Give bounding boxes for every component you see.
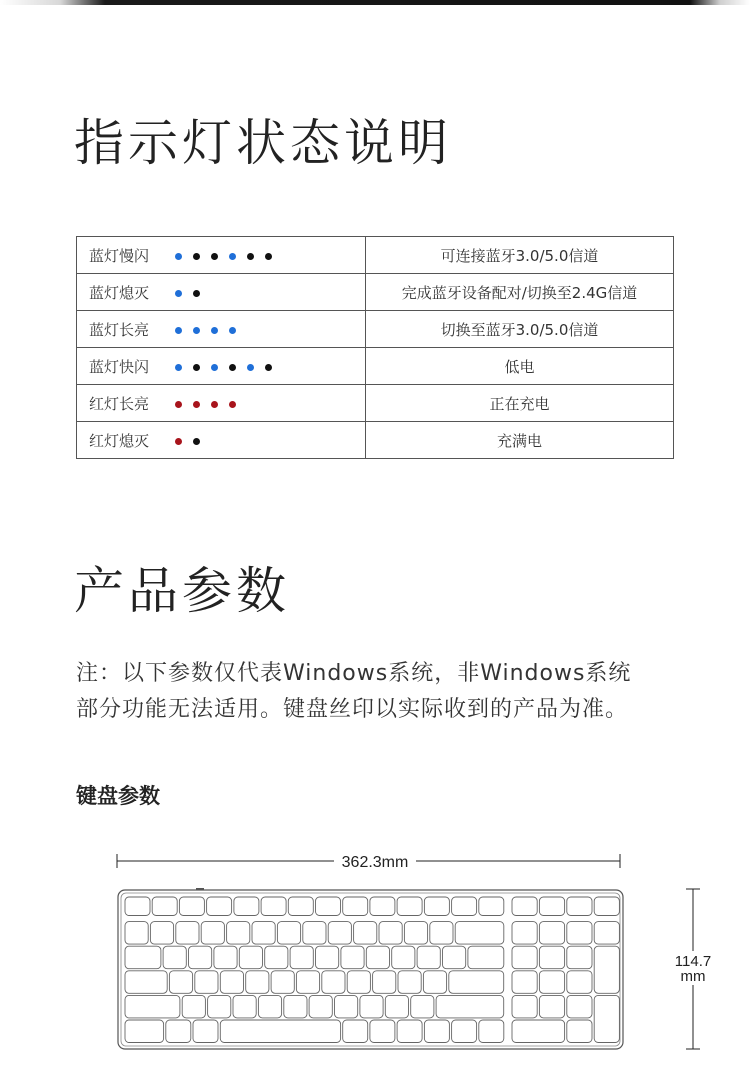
blue-led-dot-icon [175, 253, 182, 260]
keyboard-key [189, 946, 212, 969]
indicator-row [77, 422, 674, 459]
keyboard-key [567, 995, 592, 1018]
indicator-dot-pattern [175, 432, 211, 450]
keyboard-key [567, 971, 592, 994]
keyboard-key [479, 1020, 504, 1043]
blue-led-dot-icon [175, 290, 182, 297]
keyboard-key [567, 946, 592, 969]
black-led-dot-icon [247, 253, 254, 260]
height-dimension-value: 114.7 [674, 953, 712, 970]
keyboard-key [303, 922, 326, 945]
keyboard-key [125, 995, 180, 1018]
keyboard-key [277, 922, 300, 945]
indicator-state-label: 红灯熄灭 [89, 431, 150, 450]
keyboard-key [455, 922, 504, 945]
keyboard-key [220, 971, 243, 994]
keyboard-key [335, 995, 358, 1018]
keyboard-key [452, 1020, 477, 1043]
keyboard-key [411, 995, 434, 1018]
keyboard-key [512, 946, 537, 969]
blue-led-dot-icon [175, 327, 182, 334]
keyboard-key [539, 995, 564, 1018]
indicator-state-label: 蓝灯长亮 [89, 320, 150, 339]
keyboard-key [271, 971, 294, 994]
indicator-description: 完成蓝牙设备配对/切换至2.4G信道 [366, 274, 674, 311]
blue-led-dot-icon [211, 327, 218, 334]
keyboard-key [594, 922, 619, 945]
keyboard-key [539, 897, 564, 916]
indicator-description: 充满电 [366, 422, 674, 459]
keyboard-key [423, 971, 446, 994]
black-led-dot-icon [193, 364, 200, 371]
params-note-line-1: 注：以下参数仅代表Windows系统，非Windows系统 [76, 661, 632, 686]
keyboard-key [163, 946, 186, 969]
keyboard-key [512, 1020, 565, 1043]
indicator-row [77, 237, 674, 274]
indicator-description: 低电 [366, 348, 674, 385]
blue-led-dot-icon [247, 364, 254, 371]
indicator-state-label: 红灯长亮 [89, 394, 150, 413]
keyboard-key [539, 971, 564, 994]
red-led-dot-icon [175, 438, 182, 445]
keyboard-key [512, 971, 537, 994]
blue-led-dot-icon [229, 327, 236, 334]
red-led-dot-icon [211, 401, 218, 408]
params-section-title: 产品参数 [74, 562, 290, 620]
keyboard-key [296, 971, 319, 994]
blue-led-dot-icon [211, 364, 218, 371]
indicator-state-cell [77, 385, 366, 422]
keyboard-key [125, 971, 167, 994]
indicator-row [77, 311, 674, 348]
keyboard-key [594, 995, 619, 1042]
indicator-description: 正在充电 [366, 385, 674, 422]
keyboard-key [347, 971, 370, 994]
keyboard-key [343, 1020, 368, 1043]
keyboard-key [512, 995, 537, 1018]
keyboard-key [512, 897, 537, 916]
keyboard-key [373, 971, 396, 994]
params-note [76, 656, 716, 728]
keyboard-key [193, 1020, 218, 1043]
keyboard-key [379, 922, 402, 945]
keyboard-key [201, 922, 224, 945]
keyboard-key [397, 1020, 422, 1043]
keyboard-key [288, 897, 313, 916]
indicator-row [77, 348, 674, 385]
keyboard-key [567, 1020, 592, 1043]
keyboard-key [125, 922, 148, 945]
keyboard-key [316, 897, 341, 916]
keyboard-params-heading: 键盘参数 [76, 784, 160, 808]
blue-led-dot-icon [229, 253, 236, 260]
keyboard-key [392, 946, 415, 969]
keyboard-key [449, 971, 504, 994]
keyboard-key [227, 922, 250, 945]
keyboard-dimension-diagram [0, 840, 750, 1070]
keyboard-key [290, 946, 313, 969]
indicator-state-cell [77, 311, 366, 348]
keyboard-key [309, 995, 332, 1018]
keyboard-key [182, 995, 205, 1018]
keyboard-key [176, 922, 199, 945]
keyboard-key [594, 897, 619, 916]
keyboard-key [195, 971, 218, 994]
indicator-state-cell [77, 348, 366, 385]
keyboard-key [512, 922, 537, 945]
keyboard-key [370, 897, 395, 916]
indicator-state-cell [77, 237, 366, 274]
keyboard-key [385, 995, 408, 1018]
keyboard-key [424, 897, 449, 916]
indicator-section-title: 指示灯状态说明 [74, 114, 452, 172]
indicator-dot-pattern [175, 395, 247, 413]
indicator-dot-pattern [175, 284, 211, 302]
keyboard-key [468, 946, 504, 969]
keyboard-key [443, 946, 466, 969]
keyboard-key [479, 897, 504, 916]
indicator-description: 切换至蓝牙3.0/5.0信道 [366, 311, 674, 348]
keyboard-key [284, 995, 307, 1018]
black-led-dot-icon [193, 253, 200, 260]
keyboard-key [539, 946, 564, 969]
black-led-dot-icon [265, 364, 272, 371]
keyboard-key [424, 1020, 449, 1043]
keyboard-key [316, 946, 339, 969]
keyboard-key [322, 971, 345, 994]
keyboard-key [208, 995, 231, 1018]
keyboard-key [452, 897, 477, 916]
keyboard-key [328, 922, 351, 945]
indicator-state-cell [77, 274, 366, 311]
keyboard-key [258, 995, 281, 1018]
keyboard-key [341, 946, 364, 969]
keyboard-key [265, 946, 288, 969]
keyboard-key [567, 922, 592, 945]
red-led-dot-icon [175, 401, 182, 408]
red-led-dot-icon [229, 401, 236, 408]
keyboard-key [233, 995, 256, 1018]
indicator-state-label: 蓝灯快闪 [89, 357, 150, 376]
keyboard-key [214, 946, 237, 969]
keyboard-key [261, 897, 286, 916]
indicator-table [76, 236, 674, 459]
indicator-dot-pattern [175, 247, 283, 265]
keyboard-key [567, 897, 592, 916]
keyboard-key [366, 946, 389, 969]
black-led-dot-icon [265, 253, 272, 260]
keyboard-key [430, 922, 453, 945]
keyboard-key [125, 1020, 164, 1043]
keyboard-key [594, 946, 619, 993]
width-dimension-label: 362.3mm [341, 854, 409, 871]
keyboard-key [152, 897, 177, 916]
params-note-line-2: 部分功能无法适用。键盘丝印以实际收到的产品为准。 [76, 697, 629, 722]
indicator-dot-pattern [175, 321, 247, 339]
keyboard-key [220, 1020, 340, 1043]
height-dimension-unit: mm [680, 968, 706, 985]
keyboard-key [125, 946, 161, 969]
keyboard-key [207, 897, 232, 916]
indicator-dot-pattern [175, 358, 283, 376]
blue-led-dot-icon [175, 364, 182, 371]
keyboard-key [404, 922, 427, 945]
keyboard-key [166, 1020, 191, 1043]
keyboard-key [252, 922, 275, 945]
indicator-description: 可连接蓝牙3.0/5.0信道 [366, 237, 674, 274]
indicator-row [77, 274, 674, 311]
keyboard-key [239, 946, 262, 969]
keyboard-key [150, 922, 173, 945]
keyboard-key [343, 897, 368, 916]
keyboard-key [397, 897, 422, 916]
black-led-dot-icon [229, 364, 236, 371]
keyboard-key [398, 971, 421, 994]
indicator-state-cell [77, 422, 366, 459]
indicator-state-label: 蓝灯熄灭 [89, 283, 150, 302]
keyboard-key [169, 971, 192, 994]
top-decoration-bar [0, 0, 750, 5]
keyboard-key [417, 946, 440, 969]
indicator-row [77, 385, 674, 422]
keyboard-key [539, 922, 564, 945]
black-led-dot-icon [211, 253, 218, 260]
keyboard-key [125, 897, 150, 916]
keyboard-key [179, 897, 204, 916]
black-led-dot-icon [193, 438, 200, 445]
indicator-state-label: 蓝灯慢闪 [89, 246, 150, 265]
black-led-dot-icon [193, 290, 200, 297]
keyboard-key [436, 995, 504, 1018]
keyboard-key [234, 897, 259, 916]
red-led-dot-icon [193, 401, 200, 408]
keyboard-key [246, 971, 269, 994]
blue-led-dot-icon [193, 327, 200, 334]
keyboard-key [360, 995, 383, 1018]
keyboard-key [370, 1020, 395, 1043]
keyboard-key [354, 922, 377, 945]
